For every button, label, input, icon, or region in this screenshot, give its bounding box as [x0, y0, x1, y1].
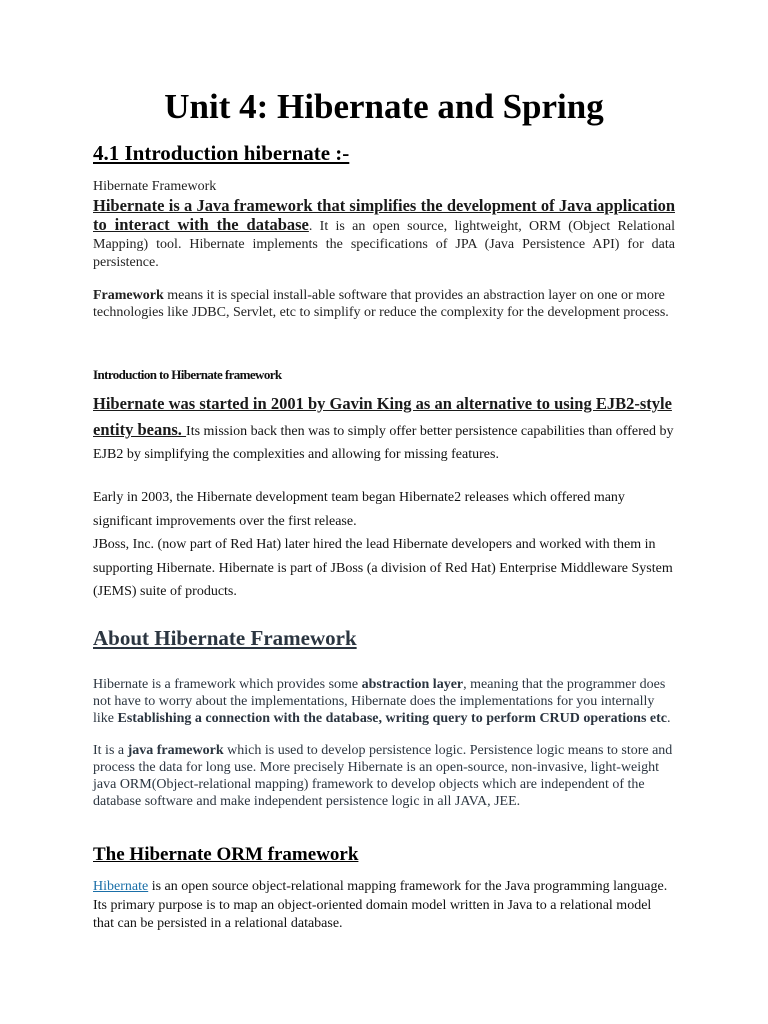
- section-heading-4-1: 4.1 Introduction hibernate :-: [93, 141, 350, 165]
- paragraph-history: [93, 392, 675, 467]
- orm-heading: The Hibernate ORM framework: [93, 844, 359, 865]
- hibernate-link[interactable]: Hibernate: [93, 879, 149, 894]
- about-heading: About Hibernate Framework: [93, 626, 357, 650]
- page-title: Unit 4: Hibernate and Spring: [164, 87, 604, 126]
- framework-rest: means it is special install-able software that provides an abstraction layer on one or more technologies like JDBC, Servlet, etc to simplify or reduce the complexity for the development process.: [93, 288, 669, 320]
- java-framework-term: java framework: [127, 743, 224, 758]
- orm-rest: is an open source object-relational mapping framework for the Java programming language. Its primary purpose is to map an object-oriented domain model written in Java to a relational model that can be persisted in a relational database.: [93, 879, 668, 931]
- history-rest: Its mission back then was to simply offer better persistence capabilities than offered by EJB2 by simplifying the complexities and allowing for missing features.: [93, 423, 674, 462]
- paragraph-hibernate2: Early in 2003, the Hibernate development team began Hibernate2 releases which offered many significant improvements over the first release.: [93, 490, 625, 529]
- paragraph-abstraction: [93, 676, 675, 727]
- framework-term: Framework: [93, 288, 164, 303]
- definition-rest: . It is an open source, lightweight, ORM (Object Relational Mapping) tool. Hibernate implements the specifications of JPA (Java Persistence API) for data persistence.: [93, 219, 675, 270]
- paragraph-orm: [93, 878, 675, 934]
- intro-heading: Introduction to Hibernate framework: [93, 367, 282, 382]
- crud-term: Establishing a connection with the database, writing query to perform CRUD operations etc: [117, 711, 667, 726]
- abstraction-text-c: , meaning that the programmer does not have to worry about the implementations, Hibernate does the implementations for you internally like: [93, 677, 666, 726]
- abstraction-term: abstraction layer: [361, 677, 464, 692]
- emphasis-history: Hibernate was started in 2001 by Gavin King as an alternative to using EJB2-style entity beans.: [93, 394, 672, 439]
- abstraction-text-d: .: [666, 711, 671, 726]
- emphasis-definition: Hibernate is a Java framework that simplifies the development of Java application to interact with the database: [93, 196, 675, 234]
- paragraph-hibernate-intro: [93, 197, 675, 271]
- abstraction-text-a: Hibernate is a framework which provides some: [93, 677, 362, 692]
- paragraph-java-framework: [93, 742, 675, 810]
- paragraph-jboss: JBoss, Inc. (now part of Red Hat) later hired the lead Hibernate developers and worked with them in supporting Hibernate. Hibernate is part of JBoss (a division of Red Hat) Enterprise Middleware System (JEMS) suite of products.: [93, 537, 673, 599]
- hibernate-framework-label: Hibernate Framework: [93, 179, 217, 194]
- java-framework-text-c: which is used to develop persistence logic. Persistence logic means to store and process the data for long use. More precisely Hibernate is an open-source, non-invasive, light-weight java ORM(Object-relational mapping) framework to develop objects which are independent of the database software and make independent persistence logic in all JAVA, JEE.: [93, 743, 673, 809]
- java-framework-text-a: It is a: [93, 743, 128, 758]
- paragraph-framework: [93, 287, 675, 321]
